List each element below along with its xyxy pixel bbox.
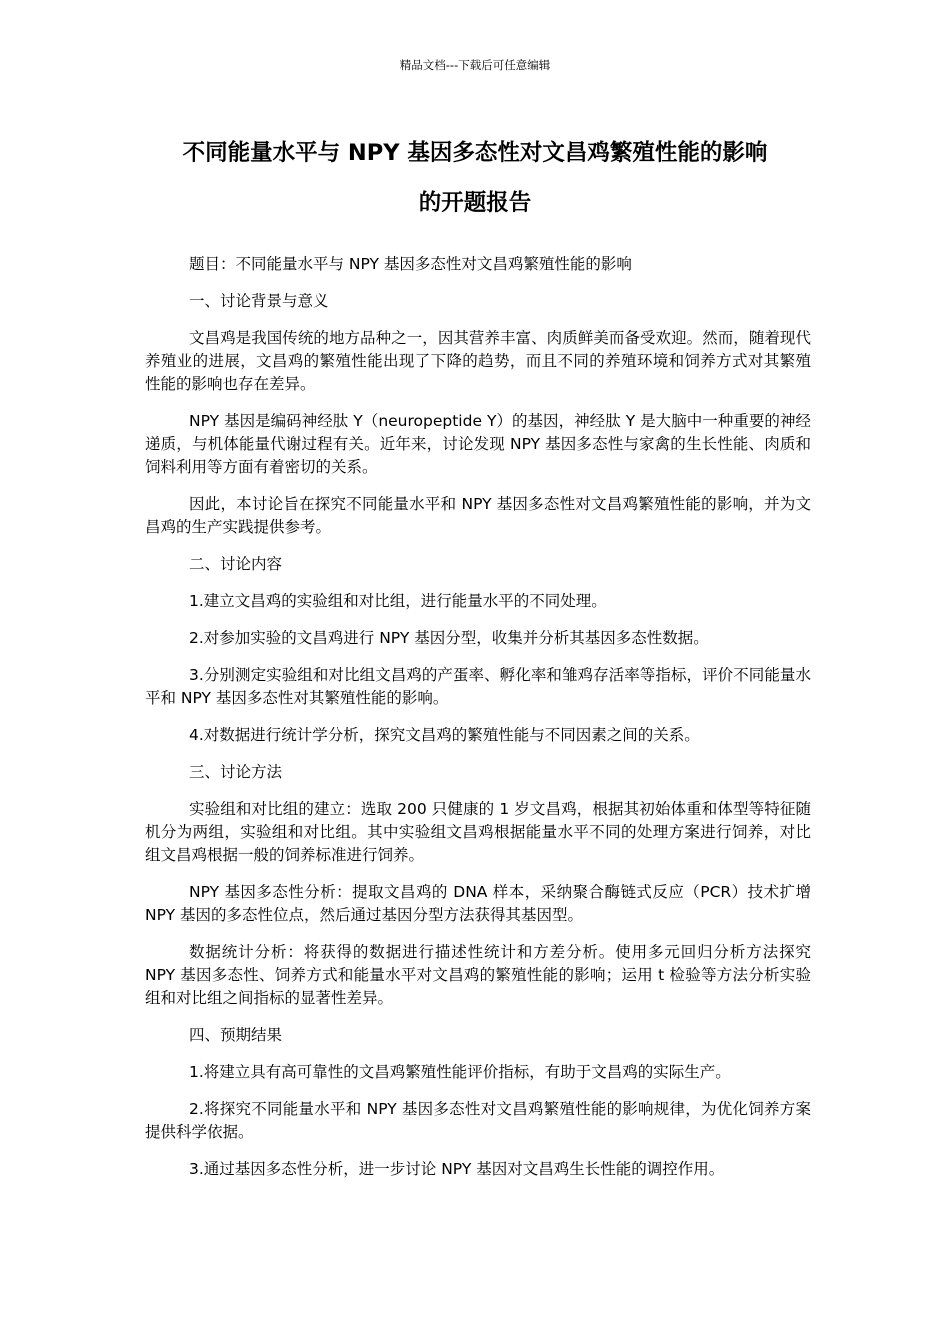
section-heading-methods: 三、讨论方法 <box>189 763 283 781</box>
section-heading-results: 四、预期结果 <box>189 1026 283 1044</box>
page-header-note: 精品文档---下载后可任意编辑 <box>399 58 551 72</box>
method-paragraph-2: NPY 基因多态性分析：提取文昌鸡的 DNA 样本，采纳聚合酶链式反应（PCR）技术扩增 NPY 基因的多态性位点，然后通过基因分型方法获得其基因型。 <box>145 883 811 924</box>
method-paragraph-3: 数据统计分析：将获得的数据进行描述性统计和方差分析。使用多元回归分析方法探究 NPY 基因多态性、饲养方式和能量水平对文昌鸡的繁殖性能的影响；运用 t 检验等方法分析实验组和对比组之间指标的显著性差异。 <box>145 943 811 1007</box>
document-title-line-1: 不同能量水平与 NPY 基因多态性对文昌鸡繁殖性能的影响 <box>182 140 768 166</box>
content-item-3: 3.分别测定实验组和对比组文昌鸡的产蛋率、孵化率和雏鸡存活率等指标，评价不同能量水平和 NPY 基因多态性对其繁殖性能的影响。 <box>145 666 811 707</box>
topic-line: 题目：不同能量水平与 NPY 基因多态性对文昌鸡繁殖性能的影响 <box>189 255 632 273</box>
paragraph-background-2: NPY 基因是编码神经肽 Y（neuropeptide Y）的基因，神经肽 Y 是大脑中一种重要的神经递质，与机体能量代谢过程有关。近年来，讨论发现 NPY 基因多态性与家禽的生长性能、肉质和饲料利用等方面有着密切的关系。 <box>145 412 811 476</box>
content-item-2: 2.对参加实验的文昌鸡进行 NPY 基因分型，收集并分析其基因多态性数据。 <box>189 629 709 647</box>
content-item-1: 1.建立文昌鸡的实验组和对比组，进行能量水平的不同处理。 <box>189 592 607 610</box>
paragraph-background-3: 因此，本讨论旨在探究不同能量水平和 NPY 基因多态性对文昌鸡繁殖性能的影响，并为文昌鸡的生产实践提供参考。 <box>145 495 811 536</box>
result-item-1: 1.将建立具有高可靠性的文昌鸡繁殖性能评价指标，有助于文昌鸡的实际生产。 <box>189 1063 731 1081</box>
result-item-3: 3.通过基因多态性分析，进一步讨论 NPY 基因对文昌鸡生长性能的调控作用。 <box>189 1160 725 1178</box>
document-title-line-2: 的开题报告 <box>418 190 532 216</box>
section-heading-content: 二、讨论内容 <box>189 555 283 573</box>
document-body <box>145 253 811 1195</box>
content-item-4: 4.对数据进行统计学分析，探究文昌鸡的繁殖性能与不同因素之间的关系。 <box>189 726 700 744</box>
result-item-2: 2.将探究不同能量水平和 NPY 基因多态性对文昌鸡繁殖性能的影响规律，为优化饲养方案提供科学依据。 <box>145 1100 811 1141</box>
paragraph-background-1: 文昌鸡是我国传统的地方品种之一，因其营养丰富、肉质鲜美而备受欢迎。然而，随着现代养殖业的进展，文昌鸡的繁殖性能出现了下降的趋势，而且不同的养殖环境和饲养方式对其繁殖性能的影响也存在差异。 <box>145 329 811 393</box>
method-paragraph-1: 实验组和对比组的建立：选取 200 只健康的 1 岁文昌鸡，根据其初始体重和体型等特征随机分为两组，实验组和对比组。其中实验组文昌鸡根据能量水平不同的处理方案进行饲养，对比组文昌鸡根据一般的饲养标准进行饲养。 <box>145 800 811 864</box>
section-heading-background: 一、讨论背景与意义 <box>189 292 329 310</box>
